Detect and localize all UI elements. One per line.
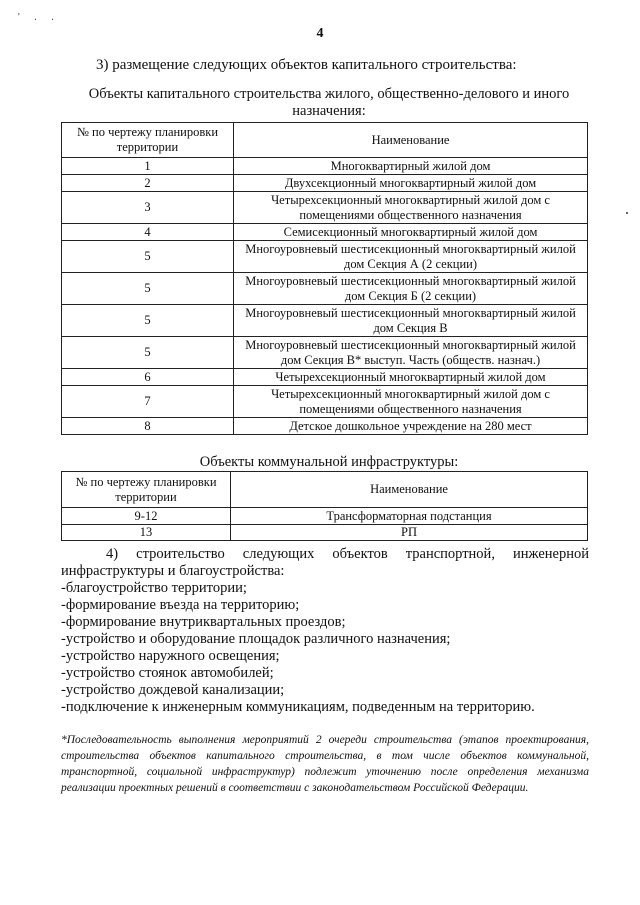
row-number: 1	[62, 158, 234, 175]
table-row	[62, 192, 588, 224]
header-plan-number: № по чертежу планировки территории	[62, 472, 231, 508]
table-header-row	[62, 123, 588, 158]
table-row	[62, 158, 588, 175]
page-number: 4	[316, 26, 324, 41]
row-number: 5	[62, 241, 234, 273]
row-name: Четырехсекционный многоквартирный жилой дом с помещениями общественного назначения	[234, 386, 588, 418]
row-number: 8	[62, 418, 234, 435]
row-name: Многоуровневый шестисекционный многоквартирный жилой дом Секция В	[234, 305, 588, 337]
row-number: 6	[62, 369, 234, 386]
row-number: 2	[62, 175, 234, 192]
row-number: 5	[62, 305, 234, 337]
row-name: Детское дошкольное учреждение на 280 мест	[234, 418, 588, 435]
section-4-intro-line-2: инфраструктуры и благоустройства:	[61, 563, 285, 579]
row-name: Многоуровневый шестисекционный многоквартирный жилой дом Секция Б (2 секции)	[234, 273, 588, 305]
scan-marks: ' . .	[18, 12, 60, 23]
row-number: 13	[62, 525, 231, 541]
row-number: 9-12	[62, 508, 231, 525]
table-row	[62, 418, 588, 435]
table-row	[62, 337, 588, 369]
row-number: 3	[62, 192, 234, 224]
table-2-caption: Объекты коммунальной инфраструктуры:	[199, 454, 459, 470]
table-row	[62, 224, 588, 241]
header-name: Наименование	[234, 123, 588, 158]
table-row	[62, 175, 588, 192]
row-name: Семисекционный многоквартирный жилой дом	[234, 224, 588, 241]
list-item: -формирование въезда на территорию;	[61, 597, 300, 613]
list-item: -формирование внутриквартальных проездов;	[61, 614, 346, 630]
row-number: 7	[62, 386, 234, 418]
scan-dot	[626, 212, 628, 214]
list-item: -подключение к инженерным коммуникациям, подведенным на территорию.	[61, 699, 535, 715]
table-row	[62, 241, 588, 273]
row-number: 5	[62, 273, 234, 305]
table-row	[62, 525, 588, 541]
list-item: -благоустройство территории;	[61, 580, 247, 596]
row-name: Четырехсекционный многоквартирный жилой дом	[234, 369, 588, 386]
row-name: Многоквартирный жилой дом	[234, 158, 588, 175]
section-4-intro-line-1: 4) строительство следующих объектов транспортной, инженерной	[106, 546, 589, 562]
row-number: 5	[62, 337, 234, 369]
table-row	[62, 386, 588, 418]
row-number: 4	[62, 224, 234, 241]
section-4-block	[61, 546, 589, 716]
section-3-heading: 3) размещение следующих объектов капитального строительства:	[96, 57, 517, 73]
header-plan-number: № по чертежу планировки территории	[62, 123, 234, 158]
row-name: Многоуровневый шестисекционный многоквартирный жилой дом Секция А (2 секции)	[234, 241, 588, 273]
row-name: Трансформаторная подстанция	[231, 508, 588, 525]
table-header-row	[62, 472, 588, 508]
list-item: -устройство стоянок автомобилей;	[61, 665, 274, 681]
row-name: Четырехсекционный многоквартирный жилой дом с помещениями общественного назначения	[234, 192, 588, 224]
footnote: *Последовательность выполнения мероприятий 2 очереди строительства (этапов проектирования, строительства объектов капитального строительства, в том числе объектов коммунальной, транспортной, социальной инфраструктур) подлежит уточнению после определения механизма реализации проектных решений в соответствии с законодательством Российской Федерации.	[61, 734, 589, 794]
table-row	[62, 305, 588, 337]
list-item: -устройство и оборудование площадок различного назначения;	[61, 631, 451, 647]
utility-infrastructure-table	[61, 471, 588, 541]
table-row	[62, 273, 588, 305]
capital-construction-table	[61, 122, 588, 435]
header-name: Наименование	[231, 472, 588, 508]
row-name: РП	[231, 525, 588, 541]
table-row	[62, 508, 588, 525]
list-item: -устройство наружного освещения;	[61, 648, 280, 664]
table-1-caption: Объекты капитального строительства жилого, общественно-делового и иного назначения:	[88, 86, 570, 119]
table-row	[62, 369, 588, 386]
list-item: -устройство дождевой канализации;	[61, 682, 285, 698]
row-name: Двухсекционный многоквартирный жилой дом	[234, 175, 588, 192]
row-name: Многоуровневый шестисекционный многоквартирный жилой дом Секция В* выступ. Часть (обществ. назнач.)	[234, 337, 588, 369]
